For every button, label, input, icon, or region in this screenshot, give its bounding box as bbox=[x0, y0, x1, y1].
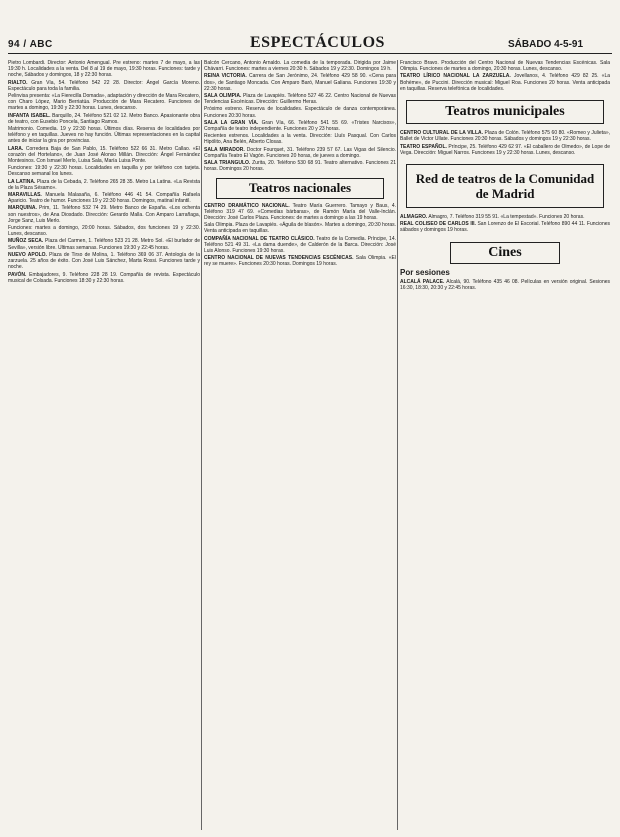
section-box-red-de-teatros: Red de teatros de la Comunidad de Madrid bbox=[406, 164, 604, 208]
venue-name: MUÑOZ SECA. bbox=[8, 238, 44, 245]
listing-entry: COMPAÑÍA NACIONAL DE TEATRO CLÁSICO. Teatro de la Comedia. Príncipe, 14. Teléfono 521 49 31. «La dama duende», de Calderón de la Barca. Dirección: José Luis Alonso. Funciones 19:30 horas. bbox=[204, 235, 396, 255]
listing-entry: Próximo estreno. Reserva de localidades. Espectáculo de danza contemporánea. Funciones 20:30 horas. bbox=[204, 106, 396, 119]
listing-entry: Recientes estrenos. Localidades a la venta. Dirección: Lluís Pasqual. Con Carlos Hipólito, Ana Belén, Alberto Closas. bbox=[204, 133, 396, 146]
listing-entry: ALMAGRO. Almagro, 7. Teléfono 319 55 91. «La tempestad». Funciones 20 horas. bbox=[400, 214, 585, 221]
page-number: 94 / ABC bbox=[8, 39, 53, 50]
page-header bbox=[0, 0, 620, 56]
section-box-cines: Cines bbox=[450, 242, 560, 264]
venue-name: CENTRO DRAMÁTICO NACIONAL. bbox=[204, 202, 290, 209]
listing-entry: TEATRO ESPAÑOL. Príncipe, 25. Teléfono 429 62 97. «El caballero de Olmedo», de Lope de Vega. Dirección: Miguel Narros. Funciones 19 y 22:30 horas. Lunes, descanso. bbox=[400, 143, 610, 156]
listing-group bbox=[204, 60, 396, 172]
listing-entry: Francisco Bravo. Producción del Centro Nacional de Nuevas Tendencias Escénicas. Sala Olimpia. Funciones de martes a domingo, 20:30 horas. Lunes, descanso. bbox=[400, 60, 610, 73]
venue-name: CENTRO NACIONAL DE NUEVAS TENDENCIAS ESCÉNICAS. bbox=[204, 255, 354, 262]
venue-name: SALA LA GRAN VÍA. bbox=[204, 119, 259, 126]
listing-entry: SALA OLIMPIA. Plaza de Lavapiés. Teléfono 527 46 22. Centro Nacional de Nuevas Tendencias Escénicas. Dirección: Guillermo Heras. bbox=[204, 93, 396, 106]
venue-name: TEATRO LÍRICO NACIONAL LA ZARZUELA. bbox=[400, 73, 511, 80]
column-divider bbox=[397, 60, 398, 830]
section-title: ESPECTÁCULOS bbox=[250, 34, 385, 51]
listing-entry: Funciones: 19:30 y 22:30 horas. Localidades en taquilla y por teléfono con tarjeta. Descanso semanal los lunes. bbox=[8, 165, 200, 178]
listing-entry: Sala Olimpia. Plaza de Lavapiés. «Águila de blasón». Martes a domingo, 20:30 horas. Venta anticipada en taquillas. bbox=[204, 222, 396, 235]
listing-entry: NUEVO APOLO. Plaza de Tirso de Molina, 1. Teléfono 369 06 37. Antología de la zarzuela. 25 años de éxito. Con José Luis Sánchez, Marta Rossi. Funciones tarde y noche. bbox=[8, 251, 200, 271]
listing-group bbox=[400, 130, 610, 156]
listing-group bbox=[204, 203, 396, 268]
listing-entry: CENTRO DRAMÁTICO NACIONAL. Teatro María Guerrero. Tamayo y Baus, 4. Teléfono 319 47 69. «Comedias bárbaras», de Ramón María del Valle-Inclán. Dirección: José Carlos Plaza. Funciones: de martes a domingo a las 19 horas. bbox=[204, 202, 396, 222]
issue-date: SÁBADO 4-5-91 bbox=[508, 39, 584, 50]
venue-name: MARAVILLAS. bbox=[8, 192, 42, 199]
venue-name: MARQUINA. bbox=[8, 205, 37, 212]
listing-entry: TEATRO LÍRICO NACIONAL LA ZARZUELA. Jovellanos, 4. Teléfono 429 82 25. «La Bohème», de Puccini. Dirección musical: Miguel Roa. Funciones 20 horas. Venta anticipada en taquillas. Reserva telefónica de localidades. bbox=[400, 73, 610, 92]
listing-entry: CENTRO NACIONAL DE NUEVAS TENDENCIAS ESCÉNICAS. Sala Olimpia. «El rey se muere». Funciones 20:30 horas. Domingos 19 horas. bbox=[204, 255, 396, 268]
listing-entry: Balcón Cercano, Antonio Arnaldo. La comedia de la temporada. Dirigida por Jaime Chávarri. Funciones: martes a viernes 20:30 h. Sábados 19 y 22:30. Domingos 19 h. bbox=[204, 60, 396, 73]
venue-name: TEATRO ESPAÑOL. bbox=[400, 143, 447, 150]
venue-name: LA LATINA. bbox=[8, 178, 36, 185]
listing-entry: PAVÓN. Embajadores, 9. Teléfono 228 28 19. Compañía de revista. Espectáculo musical de Colsada. Funciones 18:30 y 22:30 horas. bbox=[8, 271, 200, 284]
section-box-teatros-municipales: Teatros municipales bbox=[406, 100, 604, 124]
listing-entry: Matrimonio. Comedia. 19 y 22:30 horas. Últimos días. Reserva de localidades por teléfono y en taquillas. Jueves no hay función. Últimas representaciones en la capital antes de iniciar la gira por provincias. bbox=[8, 126, 200, 145]
venue-name: COMPAÑÍA NACIONAL DE TEATRO CLÁSICO. bbox=[204, 235, 315, 242]
listing-entry: LA LATINA. Plaza de la Cebada, 2. Teléfono 265 28 35. Metro La Latina. «La Revista de la Plaza Sésamo». bbox=[8, 178, 200, 191]
listing-entry: SALA LA GRAN VÍA. Gran Vía, 66. Teléfono 541 55 69. «Tristes Narcisos», Compañía de teatro independiente. Funciones 20 y 23 horas. bbox=[204, 119, 396, 133]
listing-entry: CENTRO CULTURAL DE LA VILLA. Plaza de Colón. Teléfono 575 60 80. «Romeo y Julieta», Ballet de Victor Ullate. Funciones 20:30 horas. Sábados y domingos 19 y 22:30 horas. bbox=[400, 130, 610, 143]
venue-name: CENTRO CULTURAL DE LA VILLA. bbox=[400, 130, 484, 137]
listing-column-1 bbox=[8, 60, 200, 830]
listing-entry: ALCALÁ PALACE. Alcalá, 90. Teléfono 435 46 08. Películas en versión original. Sesiones 16:30, 18:30, 20:30 y 22:45 horas. bbox=[400, 279, 610, 292]
section-box-teatros-nacionales: Teatros nacionales bbox=[216, 178, 384, 198]
venue-name: NUEVO APOLO. bbox=[8, 251, 47, 258]
listing-group bbox=[8, 60, 200, 284]
listing-entry: RIALTO. Gran Vía, 54. Teléfono 542 22 28. Director: Ángel García Moreno. Espectáculo para toda la familia. bbox=[8, 79, 200, 92]
listing-entry: REAL COLISEO DE CARLOS III. San Lorenzo de El Escorial. Teléfono 890 44 11. Funciones sábados y domingos 19 horas. bbox=[400, 221, 610, 234]
listing-entry: LARA. Corredera Baja de San Pablo, 15. Teléfono 522 66 31. Metro Callao. «El corazón del Hortelano», de Juan José Alonso Millán. Dirección: Ángel Fernández Montesinos. Con Ismael Merlo, Luisa Sala, María Luisa Ponte. bbox=[8, 145, 200, 165]
venue-name: ALMAGRO. bbox=[400, 214, 428, 221]
listing-entry: REINA VICTORIA. Carrera de San Jerónimo, 24. Teléfono 429 58 90. «Cena para dos», de Santiago Moncada. Con Amparo Baró, Manuel Galiana. Funciones 19:30 y 22:30 horas. bbox=[204, 73, 396, 92]
venue-name: RIALTO. bbox=[8, 79, 28, 86]
venue-name: SALA MIRADOR. bbox=[204, 146, 245, 153]
venue-name: SALA OLIMPIA. bbox=[204, 93, 242, 100]
column-divider bbox=[201, 60, 202, 830]
venue-name: SALA TRIANGULO. bbox=[204, 160, 251, 167]
listing-column-2 bbox=[204, 60, 396, 830]
venue-name: REINA VICTORIA. bbox=[204, 73, 247, 80]
listing-entry: MARQUINA. Prim, 11. Teléfono 532 74 29. Metro Banco de España. «Los ochenta son nuestros», de Ana Diosdado. Dirección: Gerardo Malla. Con Amparo Larrañaga, Jorge Sanz, Luis Merlo. bbox=[8, 205, 200, 224]
venue-name: REAL COLISEO DE CARLOS III. bbox=[400, 221, 476, 228]
venue-name: INFANTA ISABEL. bbox=[8, 112, 51, 119]
listing-entry: Pietro Lombardi. Director: Antonio Amengual. Pre estreno: martes 7 de mayo, a las 19:30 h. Localidades a la venta. Del 8 al 19 de mayo, 19:30 horas. Funciones: tarde y noche, Sábados y domingos, 18 y 22:30 horas. bbox=[8, 60, 200, 79]
listing-entry: SALA MIRADOR. Doctor Fourquet, 31. Teléfono 239 57 67. Las Vigas del Silencio. Compañía Teatro El Vagón. Funciones 20 horas, de jueves a domingo. bbox=[204, 146, 396, 159]
listing-column-3 bbox=[400, 60, 610, 830]
venue-name: ALCALÁ PALACE. bbox=[400, 279, 445, 286]
listing-entry: INFANTA ISABEL. Barquillo, 24. Teléfono 521 02 12. Metro Banco. Apasionante obra de teatro, con Eusebio Poncela, Santiago Ramos. bbox=[8, 112, 200, 125]
listing-group bbox=[400, 214, 610, 234]
listing-group bbox=[400, 60, 610, 92]
venue-name: LARA. bbox=[8, 145, 24, 152]
listing-entry: Funciones: martes a domingo, 20:00 horas. Sábados, dos funciones 19 y 22:30. Lunes, descanso. bbox=[8, 225, 200, 238]
venue-name: PAVÓN. bbox=[8, 271, 27, 278]
listing-entry: MUÑOZ SECA. Plaza del Carmen, 1. Teléfono 523 21 28. Metro Sol. «El burlador de Sevilla», versión libre. Ultimas semanas. Funciones 19:30 y 22:45 horas. bbox=[8, 238, 200, 251]
header-rule bbox=[8, 53, 612, 54]
listing-entry: SALA TRIANGULO. Zurita, 20. Teléfono 530 68 91. Teatro alternativo. Funciones 21 horas. Domingos 20 horas. bbox=[204, 160, 396, 173]
subheading-por-sesiones: Por sesiones bbox=[400, 267, 450, 277]
listing-group bbox=[400, 279, 610, 291]
listing-entry: Pelinvisa presenta: «La Fierecilla Domada», adaptación y dirección de Mara Recatero, con Charo López, Mario Berriatúa. Producción de Mara Recatero. Funciones de martes a domingo, 19:30 y 22:30 horas. Lunes, descanso. bbox=[8, 93, 200, 112]
listing-entry: MARAVILLAS. Manuela Malasaña, 6. Teléfono 446 41 54. Compañía Rafaela Aparicio. Teatro de humor. Funciones 19 y 22:30 horas. Domingos, matinal infantil. bbox=[8, 192, 200, 205]
